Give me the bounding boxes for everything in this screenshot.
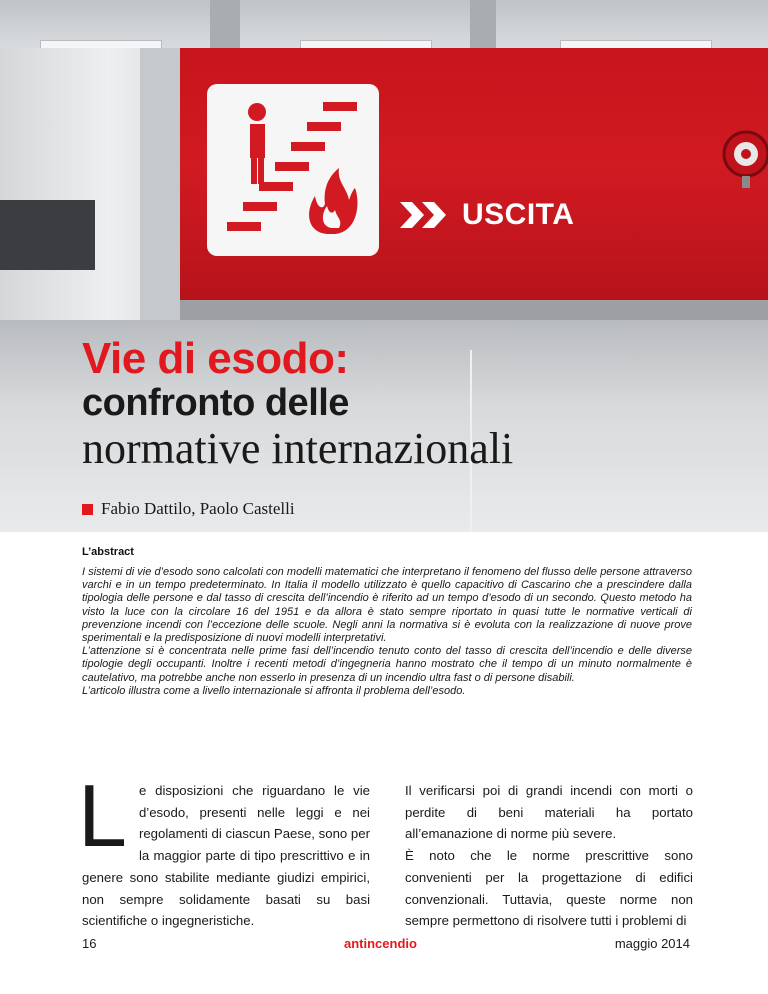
body-paragraph: Il verificarsi poi di grandi incendi con morti o perdite di beni materiali ha portato all’emanazione di norme più severe. bbox=[405, 783, 693, 842]
body-column-right bbox=[405, 780, 693, 932]
exit-sign-label: USCITA bbox=[462, 198, 575, 231]
body-paragraph: È noto che le norme prescrittive sono convenienti per la progettazione di edifici convenzionali. Tuttavia, queste norme non sempre permettono di risolvere tutti i problemi di bbox=[405, 848, 693, 929]
ceiling-beam bbox=[210, 0, 240, 48]
abstract-paragraph: L’attenzione si è concentrata nelle prime fasi dell’incendio tenuto conto del tasso di crescita dell’incendio e delle diverse tipologie degli occupanti. Inoltre i recenti metodi d’ingegneria hanno mostrato che il tempo di un minuto normalmente è cautelativo, ma potrebbe anche non esserlo in presenza di un incendio ultra fast o di persone disabili. bbox=[82, 645, 692, 684]
issue-date: maggio 2014 bbox=[614, 936, 690, 951]
article-title bbox=[82, 336, 513, 474]
drop-cap: L bbox=[78, 766, 127, 865]
exit-sign bbox=[398, 198, 574, 232]
bullet-square-icon bbox=[82, 504, 93, 515]
abstract-paragraph: L’articolo illustra come a livello internazionale si affronta il problema dell’esodo. bbox=[82, 684, 466, 697]
ceiling-beam bbox=[470, 0, 496, 48]
author-names: Fabio Dattilo, Paolo Castelli bbox=[101, 499, 295, 518]
stairs-fire-icon bbox=[207, 84, 379, 256]
abstract-paragraph: I sistemi di vie d’esodo sono calcolati con modelli matematici che interpretano il fenomeno del flusso delle persone attraverso varchi e in un tempo predeterminato. In Italia il modello utilizzato è quello capacitivo di Cascarino che a prescindere dalla tipologia delle persone e dal tasso di crescita dell’incendio è riferito ad un tempo d’esodo di un secondo. Questo metodo ha visto la luce con la circolare 16 del 1951 e da allora è stato sempre riportato in quasi tutte le normative verticali di prevenzione incendi con l’eccezione delle scuole. Negli anni la normativa si è evoluta con la realizzazione di nuove prove sperimentali e la predisposizione di nuovi modelli interpretativi. bbox=[82, 566, 692, 645]
authors-line bbox=[82, 499, 295, 519]
fire-hose-reel-icon bbox=[716, 128, 768, 188]
body-column-left bbox=[78, 766, 370, 932]
title-line-1: Vie di esodo: bbox=[82, 334, 349, 383]
magazine-name: antincendio bbox=[344, 936, 417, 951]
dark-panel bbox=[0, 200, 95, 270]
wall-base bbox=[180, 300, 768, 320]
double-chevron-icon bbox=[398, 200, 452, 230]
body-paragraph: e disposizioni che riguardano le vie d’esodo, presenti nelle leggi e nei regolamenti di ciascun Paese, sono per la maggior parte di tipo prescrittivo e in genere sono stabilite mediante giudizi empirici, non sempre solidamente basati su basi scientifiche o ingegneristiche. bbox=[82, 783, 370, 929]
title-line-2: confronto delle bbox=[82, 382, 349, 424]
fire-escape-pictogram bbox=[207, 84, 379, 256]
abstract-heading: L’abstract bbox=[82, 546, 134, 558]
abstract-body bbox=[82, 566, 692, 698]
pillar-shade bbox=[140, 48, 180, 320]
title-line-3: normative internazionali bbox=[82, 424, 514, 473]
page-number: 16 bbox=[82, 936, 97, 951]
